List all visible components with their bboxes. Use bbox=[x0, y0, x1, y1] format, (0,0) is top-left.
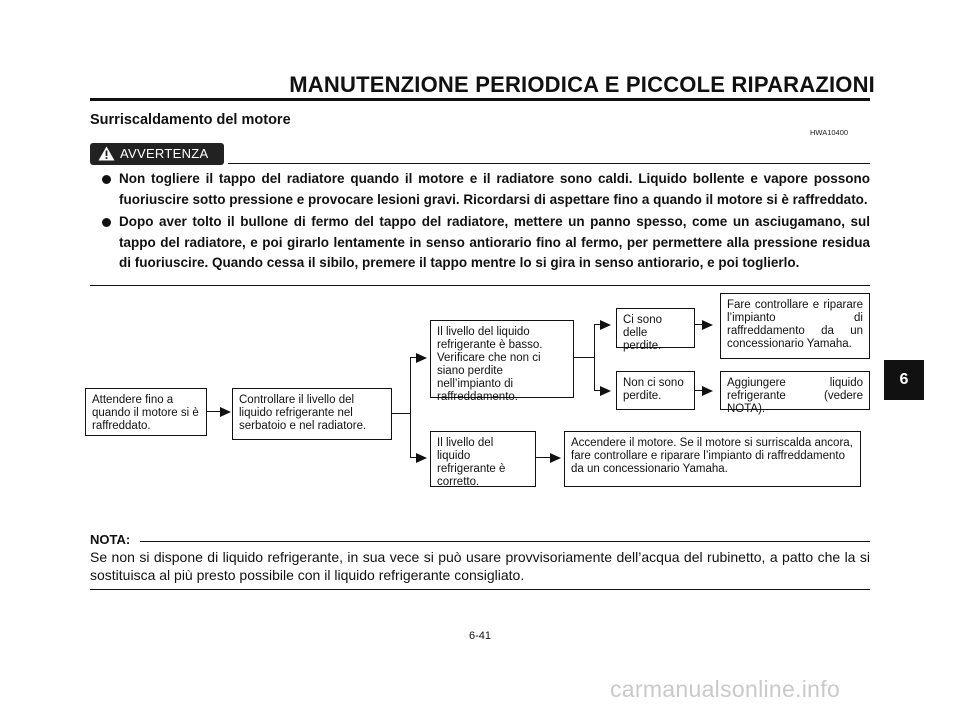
flow-step-repair: Fare controllare e riparare l’impianto di raffreddamento da un concessionario Yamaha. bbox=[720, 293, 870, 359]
arrow-right-icon bbox=[416, 453, 427, 463]
flow-step-start-engine: Accendere il motore. Se il motore si surriscalda ancora, fare controllare e riparare l’impianto di raffreddamento da un concessionario Yamaha. bbox=[564, 431, 861, 487]
warning-triangle-icon bbox=[98, 146, 115, 161]
warning-item-text: Dopo aver tolto il bullone di fermo del tappo del radiatore, mettere un panno spesso, come un asciugamano, sul tappo del radiatore, e poi girarlo lentamente in senso antiorario fino al fermo, per permettere alla pressione residua di fuoriuscire. Quando cessa il sibilo, premere il tappo mentre lo si gira in senso antiorario, e poi toglierlo. bbox=[119, 214, 870, 270]
arrow-right-icon bbox=[600, 386, 611, 396]
warning-end-rule bbox=[90, 285, 870, 286]
flow-step-level-ok: Il livello del liquido refrigerante è corretto. bbox=[430, 431, 536, 487]
flow-step-wait: Attendere fino a quando il motore si è raffreddato. bbox=[85, 388, 207, 436]
arrow-right-icon bbox=[702, 320, 713, 330]
warning-item-text: Non togliere il tappo del radiatore quando il motore e il radiatore sono caldi. Liquido bollente e vapore possono fuoriuscire sotto pressione e provocare lesioni gravi. Ricordarsi di aspettare fino a quando il motore si è raffreddato. bbox=[119, 171, 870, 207]
document-code: HWA10400 bbox=[810, 128, 849, 137]
section-title: Surriscaldamento del motore bbox=[90, 112, 291, 128]
note-end-rule bbox=[90, 589, 870, 590]
arrow-right-icon bbox=[416, 353, 427, 363]
flow-step-no-leaks: Non ci sono perdite. bbox=[616, 371, 695, 410]
flow-step-add-coolant: Aggiungere liquido refrigerante (vedere NOTA). bbox=[720, 371, 870, 410]
flow-step-leaks: Ci sono delle perdite. bbox=[616, 308, 695, 348]
warning-badge bbox=[90, 143, 224, 165]
page-header-title: MANUTENZIONE PERIODICA E PICCOLE RIPARAZIONI bbox=[289, 72, 875, 97]
warning-item bbox=[90, 169, 870, 210]
note-label: NOTA: bbox=[90, 532, 131, 547]
watermark: carmanualsonline.info bbox=[610, 676, 841, 702]
chapter-tab: 6 bbox=[884, 360, 924, 400]
connector bbox=[410, 357, 411, 457]
header-rule bbox=[90, 98, 870, 101]
flow-step-check: Controllare il livello del liquido refrigerante nel serbatoio e nel radiatore. bbox=[232, 388, 392, 440]
arrow-right-icon bbox=[220, 407, 231, 417]
note-rule bbox=[140, 541, 870, 542]
warning-label: AVVERTENZA bbox=[120, 146, 209, 161]
connector bbox=[594, 324, 595, 390]
connector bbox=[392, 413, 410, 414]
arrow-right-icon bbox=[600, 320, 611, 330]
bullet-icon bbox=[102, 218, 111, 227]
warning-item bbox=[90, 212, 870, 274]
warning-list bbox=[90, 169, 870, 276]
flow-step-low-level: Il livello del liquido refrigerante è basso. Verificare che non ci siano perdite nell’impianto di raffreddamento. bbox=[430, 320, 574, 398]
arrow-right-icon bbox=[550, 453, 561, 463]
warning-rule bbox=[228, 163, 870, 164]
bullet-icon bbox=[102, 175, 111, 184]
arrow-right-icon bbox=[702, 386, 713, 396]
connector bbox=[574, 357, 594, 358]
page-number: 6-41 bbox=[468, 630, 492, 642]
note-text: Se non si dispone di liquido refrigerante, in sua vece si può usare provvisoriamente dell’acqua del rubinetto, a patto che la si sostituisca al più presto possibile con il liquido refrigerante consigliato. bbox=[90, 549, 870, 583]
